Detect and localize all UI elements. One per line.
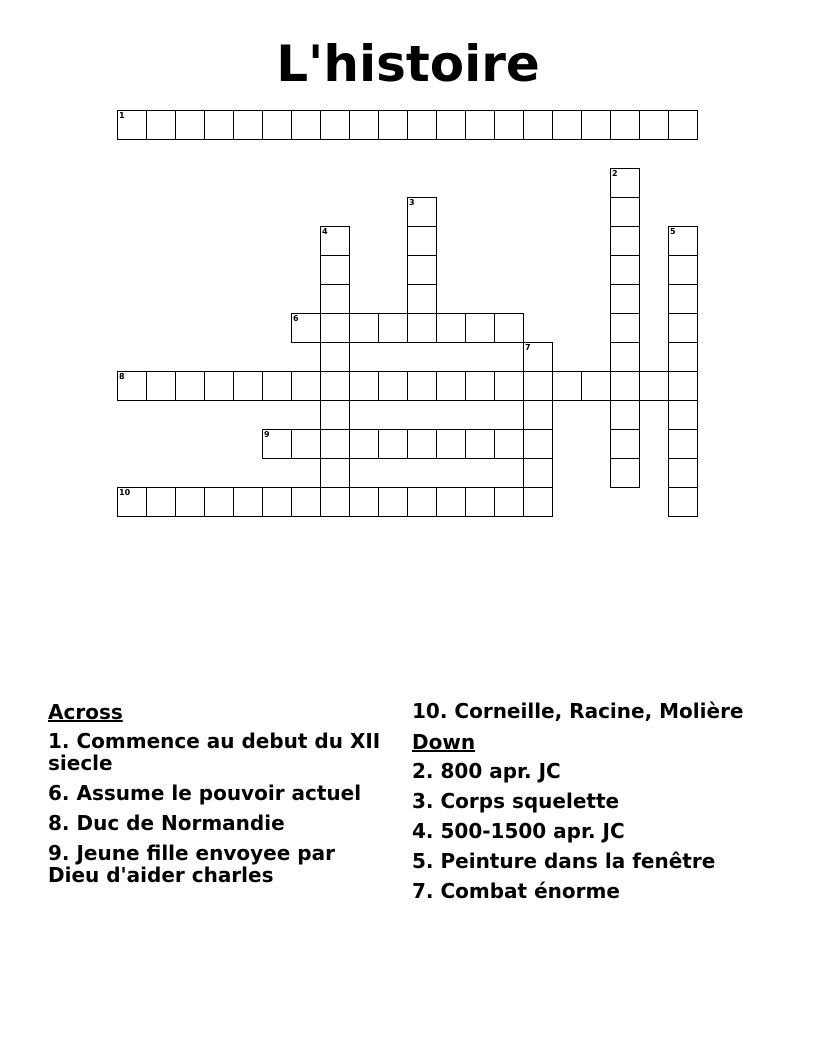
grid-cell[interactable]: [320, 429, 350, 459]
clue-down-3: 3. Corps squelette: [412, 789, 620, 813]
grid-cell[interactable]: [494, 487, 524, 517]
grid-cell[interactable]: [610, 400, 640, 430]
grid-cell[interactable]: [320, 226, 350, 256]
grid-cell[interactable]: [610, 342, 640, 372]
grid-cell[interactable]: [436, 313, 466, 343]
grid-cell[interactable]: [436, 429, 466, 459]
grid-cell[interactable]: [581, 110, 611, 140]
grid-cell[interactable]: [523, 487, 553, 517]
grid-cell[interactable]: [436, 371, 466, 401]
grid-cell[interactable]: [552, 371, 582, 401]
grid-cell[interactable]: [610, 226, 640, 256]
grid-cell[interactable]: [407, 313, 437, 343]
clue-number: 2: [412, 759, 426, 783]
grid-cell[interactable]: [378, 371, 408, 401]
grid-cell[interactable]: [668, 400, 698, 430]
down-section: [412, 730, 752, 902]
grid-cell[interactable]: [233, 110, 263, 140]
clue-down-5: 5. Peinture dans la fenêtre: [412, 849, 716, 873]
grid-cell[interactable]: [320, 255, 350, 285]
grid-cell[interactable]: [204, 487, 234, 517]
grid-cell[interactable]: [291, 429, 321, 459]
grid-cell[interactable]: [349, 313, 379, 343]
grid-cell[interactable]: [262, 487, 292, 517]
clue-across-9: 9. Jeune fille envoyee par Dieu d'aider charles: [48, 841, 335, 887]
grid-cell[interactable]: [262, 371, 292, 401]
grid-cell[interactable]: [668, 226, 698, 256]
clue-number: 7: [412, 879, 426, 903]
cell-number: 6: [293, 314, 299, 323]
down-heading: Down: [412, 730, 476, 754]
grid-cell[interactable]: [407, 487, 437, 517]
grid-cell[interactable]: [523, 400, 553, 430]
grid-cell[interactable]: [291, 313, 321, 343]
grid-cell[interactable]: [610, 168, 640, 198]
grid-cell[interactable]: [320, 313, 350, 343]
clue-number: 4: [412, 819, 426, 843]
grid-cell[interactable]: [378, 110, 408, 140]
grid-cell[interactable]: [668, 110, 698, 140]
cell-number: 9: [264, 430, 270, 439]
grid-cell[interactable]: [146, 487, 176, 517]
clue-number: 1: [48, 729, 62, 753]
clue-text: 800 apr. JC: [440, 759, 561, 783]
clue-number: 10: [412, 699, 440, 723]
grid-cell[interactable]: [407, 284, 437, 314]
clue-across-10: 10. Corneille, Racine, Molière: [412, 699, 744, 723]
grid-cell[interactable]: [378, 487, 408, 517]
clue-number: 9: [48, 841, 62, 865]
grid-cell[interactable]: [668, 487, 698, 517]
grid-cell[interactable]: [117, 371, 147, 401]
crossword-grid: [117, 110, 702, 520]
grid-cell[interactable]: [320, 371, 350, 401]
page-title: L'histoire: [276, 35, 540, 93]
clue-text: 500-1500 apr. JC: [440, 819, 625, 843]
grid-cell[interactable]: [407, 110, 437, 140]
grid-cell[interactable]: [581, 371, 611, 401]
grid-cell[interactable]: [494, 313, 524, 343]
grid-cell[interactable]: [320, 400, 350, 430]
grid-cell[interactable]: [523, 371, 553, 401]
grid-cell[interactable]: [465, 429, 495, 459]
grid-cell[interactable]: [320, 110, 350, 140]
grid-cell[interactable]: [610, 284, 640, 314]
grid-cell[interactable]: [407, 371, 437, 401]
grid-cell[interactable]: [465, 313, 495, 343]
clue-number: 5: [412, 849, 426, 873]
clues-left-column: [48, 700, 388, 894]
grid-cell[interactable]: [204, 110, 234, 140]
grid-cell[interactable]: [610, 110, 640, 140]
grid-cell[interactable]: [233, 371, 263, 401]
grid-cell[interactable]: [291, 110, 321, 140]
grid-cell[interactable]: [465, 110, 495, 140]
grid-cell[interactable]: [175, 110, 205, 140]
grid-cell[interactable]: [639, 110, 669, 140]
clue-text: Assume le pouvoir actuel: [76, 781, 362, 805]
across-section: [48, 700, 388, 886]
grid-cell[interactable]: [436, 110, 466, 140]
clue-down-2: 2. 800 apr. JC: [412, 759, 561, 783]
cell-number: 2: [612, 169, 618, 178]
grid-cell[interactable]: [407, 197, 437, 227]
cell-number: 4: [322, 227, 328, 236]
grid-cell[interactable]: [668, 255, 698, 285]
grid-cell[interactable]: [146, 110, 176, 140]
grid-cell[interactable]: [407, 226, 437, 256]
clue-text: Corps squelette: [440, 789, 620, 813]
cell-number: 8: [119, 372, 125, 381]
cell-number: 7: [525, 343, 531, 352]
grid-cell[interactable]: [552, 110, 582, 140]
clue-text: Jeune fille envoyee par Dieu d'aider charles: [48, 841, 335, 887]
grid-cell[interactable]: [407, 429, 437, 459]
grid-cell[interactable]: [117, 110, 147, 140]
grid-cell[interactable]: [349, 371, 379, 401]
grid-cell[interactable]: [610, 255, 640, 285]
clue-number: 6: [48, 781, 62, 805]
grid-cell[interactable]: [320, 458, 350, 488]
cell-number: 10: [119, 488, 131, 497]
clue-down-7: 7. Combat énorme: [412, 879, 620, 903]
clue-text: Peinture dans la fenêtre: [440, 849, 716, 873]
grid-cell[interactable]: [320, 487, 350, 517]
grid-cell[interactable]: [610, 371, 640, 401]
clue-number: 3: [412, 789, 426, 813]
grid-cell[interactable]: [320, 284, 350, 314]
grid-cell[interactable]: [465, 487, 495, 517]
grid-cell[interactable]: [320, 342, 350, 372]
clue-across-1: 1. Commence au debut du XII siecle: [48, 729, 381, 775]
grid-cell[interactable]: [610, 458, 640, 488]
grid-cell[interactable]: [175, 371, 205, 401]
grid-cell[interactable]: [523, 110, 553, 140]
clue-down-4: 4. 500-1500 apr. JC: [412, 819, 625, 843]
clue-text: Duc de Normandie: [76, 811, 285, 835]
grid-cell[interactable]: [378, 313, 408, 343]
grid-cell[interactable]: [610, 197, 640, 227]
grid-cell[interactable]: [668, 313, 698, 343]
clue-across-8: 8. Duc de Normandie: [48, 811, 285, 835]
grid-cell[interactable]: [349, 429, 379, 459]
grid-cell[interactable]: [117, 487, 147, 517]
clue-across-6: 6. Assume le pouvoir actuel: [48, 781, 362, 805]
grid-cell[interactable]: [668, 342, 698, 372]
grid-cell[interactable]: [378, 429, 408, 459]
grid-cell[interactable]: [291, 371, 321, 401]
grid-cell[interactable]: [668, 429, 698, 459]
clue-text: Commence au debut du XII siecle: [48, 729, 381, 775]
clue-number: 8: [48, 811, 62, 835]
grid-cell[interactable]: [494, 429, 524, 459]
grid-cell[interactable]: [262, 110, 292, 140]
grid-cell[interactable]: [494, 110, 524, 140]
grid-cell[interactable]: [668, 371, 698, 401]
grid-cell[interactable]: [146, 371, 176, 401]
grid-cell[interactable]: [291, 487, 321, 517]
grid-cell[interactable]: [465, 371, 495, 401]
grid-cell[interactable]: [523, 458, 553, 488]
grid-cell[interactable]: [204, 371, 234, 401]
grid-cell[interactable]: [523, 342, 553, 372]
clue-text: Combat énorme: [440, 879, 620, 903]
across-heading: Across: [48, 700, 123, 724]
grid-cell[interactable]: [668, 458, 698, 488]
grid-cell[interactable]: [175, 487, 205, 517]
grid-cell[interactable]: [233, 487, 263, 517]
cell-number: 3: [409, 198, 415, 207]
grid-cell[interactable]: [668, 284, 698, 314]
grid-cell[interactable]: [407, 255, 437, 285]
grid-cell[interactable]: [436, 487, 466, 517]
grid-cell[interactable]: [639, 371, 669, 401]
grid-cell[interactable]: [349, 487, 379, 517]
grid-cell[interactable]: [349, 110, 379, 140]
grid-cell[interactable]: [494, 371, 524, 401]
grid-cell[interactable]: [262, 429, 292, 459]
grid-cell[interactable]: [523, 429, 553, 459]
clues-right-column: [412, 700, 752, 910]
cell-number: 5: [670, 227, 676, 236]
cell-number: 1: [119, 111, 125, 120]
grid-cell[interactable]: [610, 313, 640, 343]
clue-text: Corneille, Racine, Molière: [454, 699, 744, 723]
grid-cell[interactable]: [610, 429, 640, 459]
